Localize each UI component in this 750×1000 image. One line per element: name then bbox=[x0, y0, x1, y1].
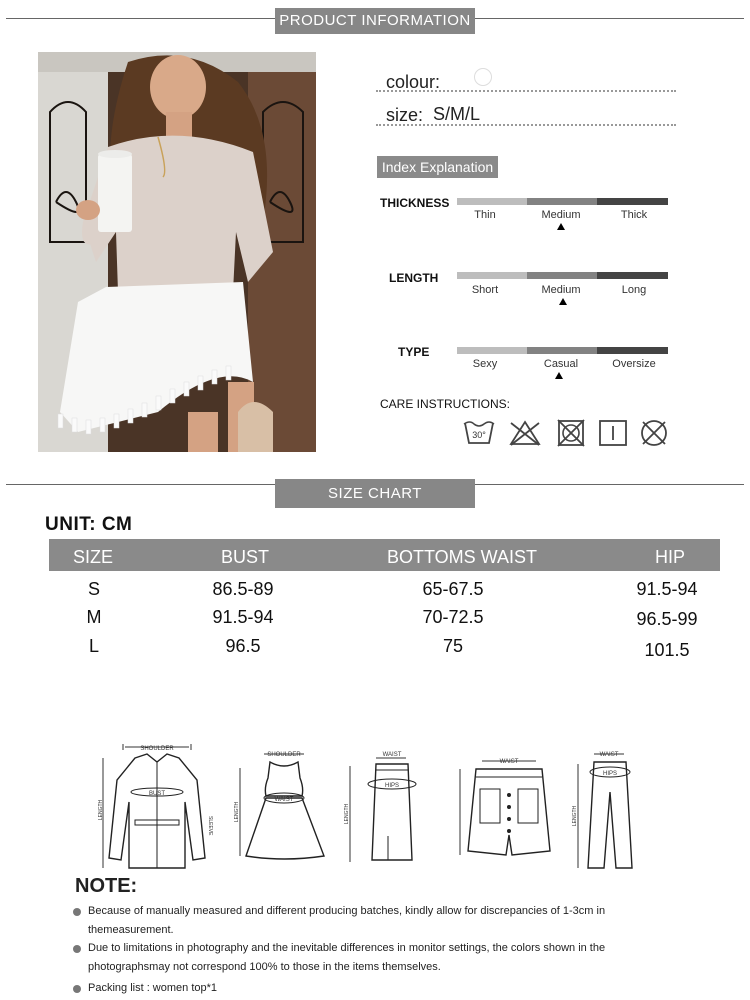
type-level-oversize: Oversize bbox=[612, 358, 656, 370]
size-underline bbox=[376, 124, 676, 126]
no-dry-clean-icon bbox=[637, 417, 671, 449]
table-cell: 96.5 bbox=[225, 636, 261, 656]
dress-waist-label: WAIST bbox=[274, 797, 294, 803]
thickness-level-thick: Thick bbox=[620, 209, 648, 221]
dress-diagram bbox=[232, 748, 332, 868]
type-label: TYPE bbox=[398, 345, 430, 359]
shirt-diagram bbox=[97, 740, 217, 872]
note-bullet bbox=[73, 985, 81, 993]
colour-label: colour: bbox=[386, 72, 441, 92]
size-label: size: bbox=[386, 105, 424, 125]
pants-hips-label: HIPS bbox=[602, 771, 618, 777]
skirt-length-label: LENGTH bbox=[344, 803, 350, 825]
table-cell: M bbox=[86, 607, 102, 627]
colour-underline bbox=[376, 90, 676, 92]
table-cell: 75 bbox=[442, 636, 464, 656]
size-value: S/M/L bbox=[433, 104, 481, 124]
table-cell: S bbox=[87, 579, 100, 599]
type-level-casual: Casual bbox=[543, 358, 579, 370]
note-item: Because of manually measured and different producing batches, kindly allow for discrepancies of 1-3cm in themeasurement. bbox=[88, 905, 606, 936]
col-bottoms-waist: BOTTOMS WAIST bbox=[386, 547, 537, 567]
length-level-short: Short bbox=[471, 284, 499, 296]
size-chart-banner: SIZE CHART bbox=[275, 479, 475, 508]
care-instructions-title: CARE INSTRUCTIONS: bbox=[380, 397, 511, 411]
note-item: Packing list : women top*1 bbox=[88, 982, 218, 994]
type-bar-sexy bbox=[457, 347, 527, 354]
length-bar-medium bbox=[527, 272, 597, 279]
table-cell: 91.5-94 bbox=[212, 607, 274, 627]
shorts-diagram bbox=[454, 755, 564, 865]
col-hip: HIP bbox=[654, 547, 685, 567]
note-bullet bbox=[73, 945, 81, 953]
table-cell: 86.5-89 bbox=[212, 579, 274, 599]
shirt-bust-label: BUST bbox=[148, 791, 166, 797]
dress-length-label: LENGTH bbox=[234, 801, 240, 823]
type-selected-marker bbox=[555, 372, 563, 379]
note-title: NOTE: bbox=[75, 875, 138, 897]
skirt-hips-label: HIPS bbox=[384, 783, 400, 789]
table-cell: L bbox=[88, 636, 99, 656]
note-bullet bbox=[73, 908, 81, 916]
wash-temp-text: 30° bbox=[472, 430, 486, 440]
dress-shoulder-label: SHOULDER bbox=[267, 752, 301, 758]
col-size: SIZE bbox=[72, 547, 113, 567]
table-cell: 91.5-94 bbox=[636, 579, 698, 599]
length-bar-long bbox=[597, 272, 668, 279]
skirt-waist-label: WAIST bbox=[382, 752, 402, 758]
product-photo bbox=[38, 52, 316, 452]
unit-label: UNIT: CM bbox=[45, 514, 133, 535]
thickness-level-medium: Medium bbox=[541, 209, 581, 221]
product-info-banner: PRODUCT INFORMATION bbox=[275, 8, 475, 34]
type-bar-oversize bbox=[597, 347, 668, 354]
table-cell: 101.5 bbox=[644, 640, 690, 660]
length-level-long: Long bbox=[621, 284, 647, 296]
length-selected-marker bbox=[559, 298, 567, 305]
type-bar-casual bbox=[527, 347, 597, 354]
thickness-bar-medium bbox=[527, 198, 597, 205]
length-level-medium: Medium bbox=[541, 284, 581, 296]
shirt-length-label: LENGTH bbox=[98, 799, 104, 821]
thickness-bar-thin bbox=[457, 198, 527, 205]
col-bust: BUST bbox=[220, 547, 269, 567]
type-level-sexy: Sexy bbox=[472, 358, 498, 370]
thickness-selected-marker bbox=[557, 223, 565, 230]
note-item: Due to limitations in photography and the inevitable differences in monitor settings, the colors shown in the photographsmay not correspond 100% to those in the items themselves. bbox=[88, 942, 606, 973]
length-bar-short bbox=[457, 272, 527, 279]
shirt-shoulder-label: SHOULDER bbox=[140, 746, 174, 752]
thickness-label: THICKNESS bbox=[380, 196, 450, 210]
shorts-waist-label: WAIST bbox=[499, 759, 519, 765]
no-tumble-dry-icon bbox=[554, 417, 588, 449]
skirt-diagram bbox=[342, 750, 427, 870]
pants-length-label: LENGTH bbox=[572, 805, 578, 827]
table-cell: 65-67.5 bbox=[422, 579, 484, 599]
line-dry-icon bbox=[596, 417, 630, 449]
colour-swatch-white[interactable] bbox=[474, 68, 492, 86]
pants-diagram bbox=[572, 748, 642, 872]
no-bleach-icon bbox=[508, 417, 542, 449]
table-cell: 70-72.5 bbox=[422, 607, 484, 627]
length-label: LENGTH bbox=[389, 271, 439, 285]
pants-waist-label: WAIST bbox=[599, 752, 619, 758]
shirt-sleeve-label: SLEEVE bbox=[207, 816, 213, 836]
thickness-bar-thick bbox=[597, 198, 668, 205]
thickness-level-thin: Thin bbox=[474, 209, 496, 221]
table-cell: 96.5-99 bbox=[636, 609, 698, 629]
index-explanation-badge: Index Explanation bbox=[377, 156, 498, 178]
wash-30-icon bbox=[462, 417, 496, 449]
